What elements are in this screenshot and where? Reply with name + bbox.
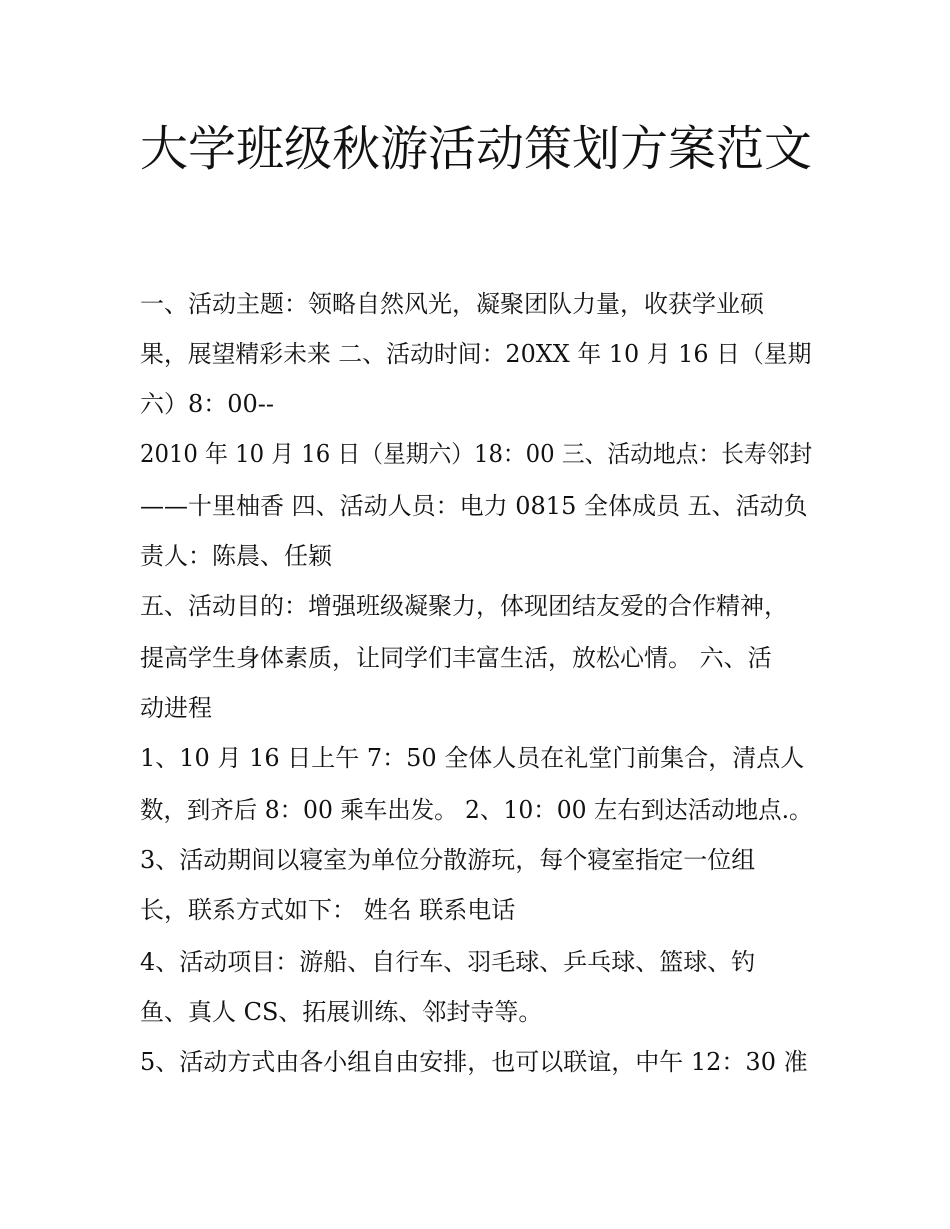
body-line-16: 5、活动方式由各小组自由安排，也可以联谊，中午 12：30 准 <box>140 1048 808 1076</box>
body-line-13: 长，联系方式如下： 姓名 联系电话 <box>140 896 516 924</box>
body-line-12: 3、活动期间以寝室为单位分散游玩，每个寝室指定一位组 <box>140 846 756 874</box>
body-line-1: 一、活动主题：领略自然风光，凝聚团队力量，收获学业硕 <box>140 290 764 318</box>
body-line-6: 责人：陈晨、任颖 <box>140 542 332 570</box>
body-line-8: 提高学生身体素质，让同学们丰富生活，放松心情。 六、活 <box>140 644 772 672</box>
body-line-4: 2010 年 10 月 16 日（星期六）18：00 三、活动地点：长寿邻封 <box>140 440 813 468</box>
body-line-11: 数，到齐后 8：00 乘车出发。 2、10：00 左右到达活动地点.。 <box>140 796 813 824</box>
body-line-5: ——十里柚香 四、活动人员：电力 0815 全体成员 五、活动负 <box>140 492 808 520</box>
body-line-15: 鱼、真人 CS、拓展训练、邻封寺等。 <box>140 998 543 1026</box>
body-line-7: 五、活动目的：增强班级凝聚力，体现团结友爱的合作精神， <box>140 592 788 620</box>
body-line-9: 动进程 <box>140 694 212 722</box>
body-line-10: 1、10 月 16 日上午 7：50 全体人员在礼堂门前集合，清点人 <box>140 744 805 772</box>
body-line-3: 六）8：00-- <box>140 390 275 418</box>
body-line-14: 4、活动项目：游船、自行车、羽毛球、乒乓球、篮球、钓 <box>140 948 756 976</box>
body-line-2: 果，展望精彩未来 二、活动时间：20XX 年 10 月 16 日（星期 <box>140 340 812 368</box>
document-title: 大学班级秋游活动策划方案范文 <box>140 121 813 177</box>
